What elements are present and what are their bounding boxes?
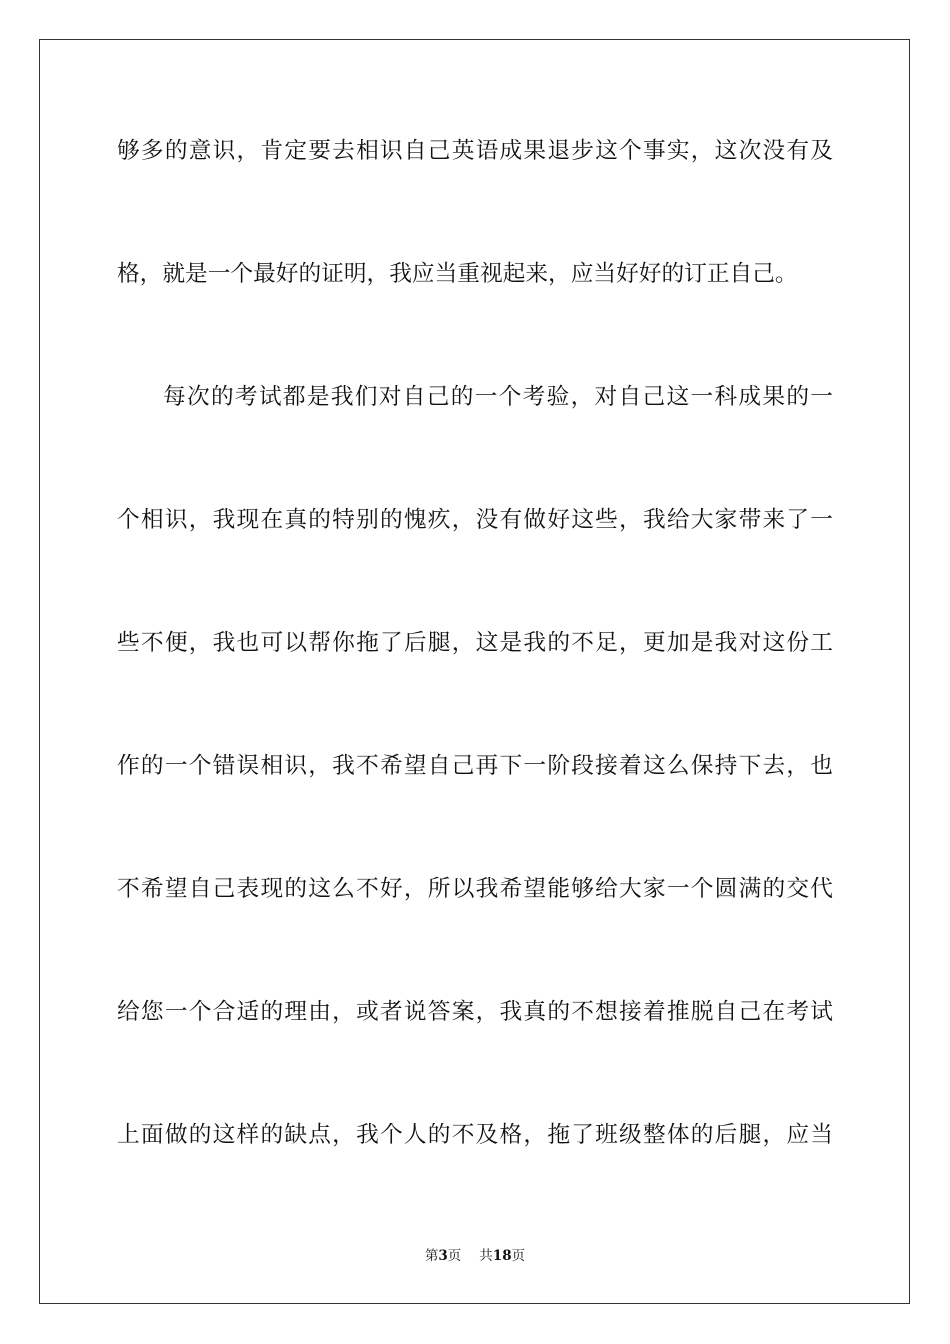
- text-line-1: 够多的意识，肯定要去相识自己英语成果退步这个事实，这次没有及: [117, 138, 833, 164]
- total-pages-label: 共18页: [479, 1248, 526, 1264]
- text-line-6: 作的一个错误相识，我不希望自己再下一阶段接着这么保持下去，也: [117, 753, 833, 779]
- page-border: [39, 39, 910, 1304]
- text-line-9: 上面做的这样的缺点，我个人的不及格，拖了班级整体的后腿，应当: [117, 1122, 833, 1148]
- text-line-3: 每次的考试都是我们对自己的一个考验，对自己这一科成果的一: [163, 384, 833, 410]
- text-line-5: 些不便，我也可以帮你拖了后腿，这是我的不足，更加是我对这份工: [117, 630, 833, 656]
- page-footer: [0, 1246, 950, 1266]
- text-line-2: 格，就是一个最好的证明，我应当重视起来，应当好好的订正自己。: [117, 261, 798, 287]
- text-line-4: 个相识，我现在真的特别的愧疚，没有做好这些，我给大家带来了一: [117, 507, 833, 533]
- text-line-8: 给您一个合适的理由，或者说答案，我真的不想接着推脱自己在考试: [117, 999, 833, 1025]
- text-line-7: 不希望自己表现的这么不好，所以我希望能够给大家一个圆满的交代: [117, 876, 833, 902]
- page-number-label: 第3页: [424, 1248, 462, 1264]
